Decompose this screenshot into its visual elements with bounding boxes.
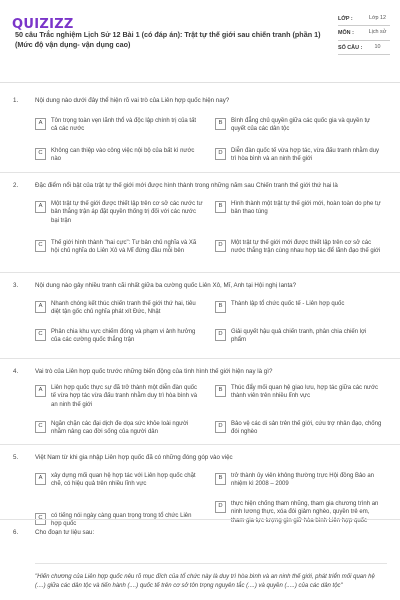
meta-grade-label: LỚP : bbox=[338, 16, 353, 22]
option-text: Bảo vệ các di sản trên thế giới, cứu trợ nhân đạo, chống đói nghèo bbox=[231, 421, 382, 436]
option-text: Thành lập tổ chức quốc tế - Liên hợp quốc bbox=[231, 301, 345, 307]
question-number: 2. bbox=[13, 182, 19, 189]
option-letter: A bbox=[35, 385, 46, 397]
option-letter: D bbox=[215, 421, 226, 433]
question-number: 6. bbox=[13, 529, 19, 536]
option-letter: C bbox=[35, 329, 46, 341]
option-letter: B bbox=[215, 473, 226, 485]
question-text: Việt Nam từ khi gia nhập Liên hợp quốc đã có những đóng góp vào việc bbox=[35, 454, 233, 461]
option-letter: A bbox=[35, 201, 46, 213]
question-text: Đặc điểm nổi bật của trật tự thế giới mới được hình thành trong những năm sau Chiến tranh thế giới thứ hai là bbox=[35, 182, 338, 189]
option-letter: B bbox=[215, 118, 226, 130]
option-text: thực hiện chống tham nhũng, tham gia chương trình an ninh lương thực, xóa đói giảm nghèo, quyền trẻ em, tham gia lực lượng gìn giữ hòa bình Liên hợp quốc bbox=[231, 501, 379, 524]
option-b[interactable] bbox=[215, 384, 383, 401]
option-text: có tiếng nói ngày càng quan trọng trong tổ chức Liên hợp quốc bbox=[51, 513, 192, 528]
option-b[interactable] bbox=[215, 472, 383, 489]
option-a[interactable] bbox=[35, 384, 203, 409]
option-c[interactable] bbox=[35, 420, 203, 437]
option-text: Không can thiệp vào công việc nội bộ của bất kì nước nào bbox=[51, 148, 195, 163]
source-quote: "Hiến chương của Liên hợp quốc nêu rõ mục đích của tổ chức này là duy trì hòa bình và an ninh thế giới, phát triển mối quan hệ (....) giữa các dân tộc và tiến hành (....) quốc tế trên cơ sở tôn trọng nguyên tắc (....) và quyền (.....) của các dân tộc" bbox=[35, 574, 375, 589]
option-text: Ngăn chặn các đại dịch đe dọa sức khỏe loài người nhằm nâng cao đời sống của người dân bbox=[51, 421, 189, 436]
option-text: Giải quyết hậu quả chiến tranh, phân chia chiến lợi phẩm bbox=[231, 329, 367, 344]
meta-table bbox=[338, 12, 390, 55]
question-number: 1. bbox=[13, 97, 19, 104]
quote-divider bbox=[35, 563, 387, 564]
meta-subject-value: Lịch sử bbox=[368, 29, 387, 36]
header-divider bbox=[0, 82, 400, 83]
option-text: Phân chia khu vực chiếm đóng và phạm vi ảnh hưởng của các cường quốc thắng trận bbox=[51, 329, 196, 344]
option-text: Hình thành một trật tự thế giới mới, hoàn toàn do phe tự bản thao túng bbox=[231, 201, 381, 216]
option-d[interactable] bbox=[215, 147, 383, 164]
meta-subject-row bbox=[338, 26, 390, 40]
option-a[interactable] bbox=[35, 300, 203, 317]
question-divider bbox=[0, 272, 400, 273]
option-text: trở thành ủy viên không thường trực Hội đồng Bảo an nhiệm kì 2008 – 2009 bbox=[231, 473, 374, 488]
option-c[interactable] bbox=[35, 239, 203, 256]
option-text: Bình đẳng chủ quyền giữa các quốc gia và quyền tự quyết của các dân tộc bbox=[231, 118, 371, 133]
option-d[interactable] bbox=[215, 328, 383, 345]
question-divider bbox=[0, 358, 400, 359]
option-letter: A bbox=[35, 118, 46, 130]
question-divider bbox=[0, 519, 400, 520]
question-text: Nội dung nào gây nhiều tranh cãi nhất giữa ba cường quốc Liên Xô, Mĩ, Anh tại Hội nghị Ianta? bbox=[35, 282, 297, 289]
option-text: Liên hợp quốc thực sự đã trở thành một diễn đàn quốc tế vừa hợp tác vừa đấu tranh nhằm duy trì hòa bình và an ninh thế giới bbox=[51, 385, 198, 408]
option-letter: D bbox=[215, 148, 226, 160]
meta-count-label: SỐ CÂU : bbox=[338, 44, 363, 51]
option-letter: A bbox=[35, 301, 46, 313]
option-a[interactable] bbox=[35, 200, 203, 225]
option-letter: B bbox=[215, 201, 226, 213]
option-text: Một trật tự thế giới mới được thiết lập trên cơ sở các nước thắng trận cùng nhau hợp tác để lãnh đạo thế giới bbox=[231, 240, 381, 255]
option-letter: A bbox=[35, 473, 46, 485]
option-a[interactable] bbox=[35, 117, 203, 134]
option-b[interactable] bbox=[215, 117, 383, 134]
quizizz-logo: QUIZIZZ bbox=[12, 17, 74, 32]
option-letter: C bbox=[35, 421, 46, 433]
question-number: 4. bbox=[13, 368, 19, 375]
page-title: 50 câu Trắc nghiệm Lịch Sử 12 Bài 1 (có đáp án): Trật tự thế giới sau chiến tranh (phần 1) (Mức độ vận dụng- vận dụng cao) bbox=[15, 30, 321, 50]
option-text: Thế giới hình thành "hai cực": Tư bản chủ nghĩa và Xã hội chủ nghĩa do Liên Xô và Mĩ đứng đầu mỗi bên bbox=[51, 240, 197, 255]
meta-subject-label: MÔN : bbox=[338, 30, 354, 37]
option-letter: B bbox=[215, 301, 226, 313]
option-a[interactable] bbox=[35, 472, 203, 489]
option-b[interactable] bbox=[215, 200, 383, 217]
meta-count-row bbox=[338, 41, 390, 55]
option-text: Tôn trọng toàn vẹn lãnh thổ và độc lập chính trị của tất cả các nước bbox=[51, 118, 197, 133]
meta-grade-row bbox=[338, 12, 390, 26]
question-text: Vai trò của Liên hợp quốc trước những biến động của tình hình thế giới hiện nay là gì? bbox=[35, 368, 273, 375]
option-text: Thúc đẩy mối quan hệ giao lưu, hợp tác giữa các nước thành viên trên nhiều lĩnh vực bbox=[231, 385, 378, 400]
option-letter: C bbox=[35, 513, 46, 525]
option-text: Nhanh chóng kết thúc chiến tranh thế giới thứ hai, tiêu diệt tận gốc chủ nghĩa phát xít Đức, Nhật bbox=[51, 301, 196, 316]
question-divider bbox=[0, 444, 400, 445]
option-c[interactable] bbox=[35, 147, 203, 164]
option-letter: D bbox=[215, 240, 226, 252]
option-d[interactable] bbox=[215, 420, 383, 437]
option-d[interactable] bbox=[215, 239, 383, 256]
option-c[interactable] bbox=[35, 512, 203, 529]
option-letter: D bbox=[215, 501, 226, 513]
option-letter: B bbox=[215, 385, 226, 397]
document-header bbox=[0, 0, 400, 80]
option-c[interactable] bbox=[35, 328, 203, 345]
option-d[interactable] bbox=[215, 500, 383, 525]
option-text: Một trật tự thế giới được thiết lập trên cơ sở các nước tư bản thắng trận áp đặt quyền thống trị đối với các nước bại trận bbox=[51, 201, 203, 224]
question-number: 5. bbox=[13, 454, 19, 461]
option-b[interactable] bbox=[215, 300, 383, 313]
question-divider bbox=[0, 172, 400, 173]
option-letter: C bbox=[35, 240, 46, 252]
question-text: Nội dung nào dưới đây thể hiện rõ vai trò của Liên hợp quốc hiện nay? bbox=[35, 97, 230, 104]
question-number: 3. bbox=[13, 282, 19, 289]
meta-count-value: 10 bbox=[374, 43, 381, 50]
meta-grade-value: Lớp 12 bbox=[368, 15, 387, 21]
option-text: xây dựng mối quan hệ hợp tác với Liên hợp quốc chặt chẽ, có hiệu quả trên nhiều lĩnh vực bbox=[51, 473, 196, 488]
option-text: Diễn đàn quốc tế vừa hợp tác, vừa đấu tranh nhằm duy trì hòa bình và an ninh thế giới bbox=[231, 148, 380, 163]
option-letter: D bbox=[215, 329, 226, 341]
option-letter: C bbox=[35, 148, 46, 160]
question-text: Cho đoạn tư liệu sau: bbox=[35, 529, 95, 536]
